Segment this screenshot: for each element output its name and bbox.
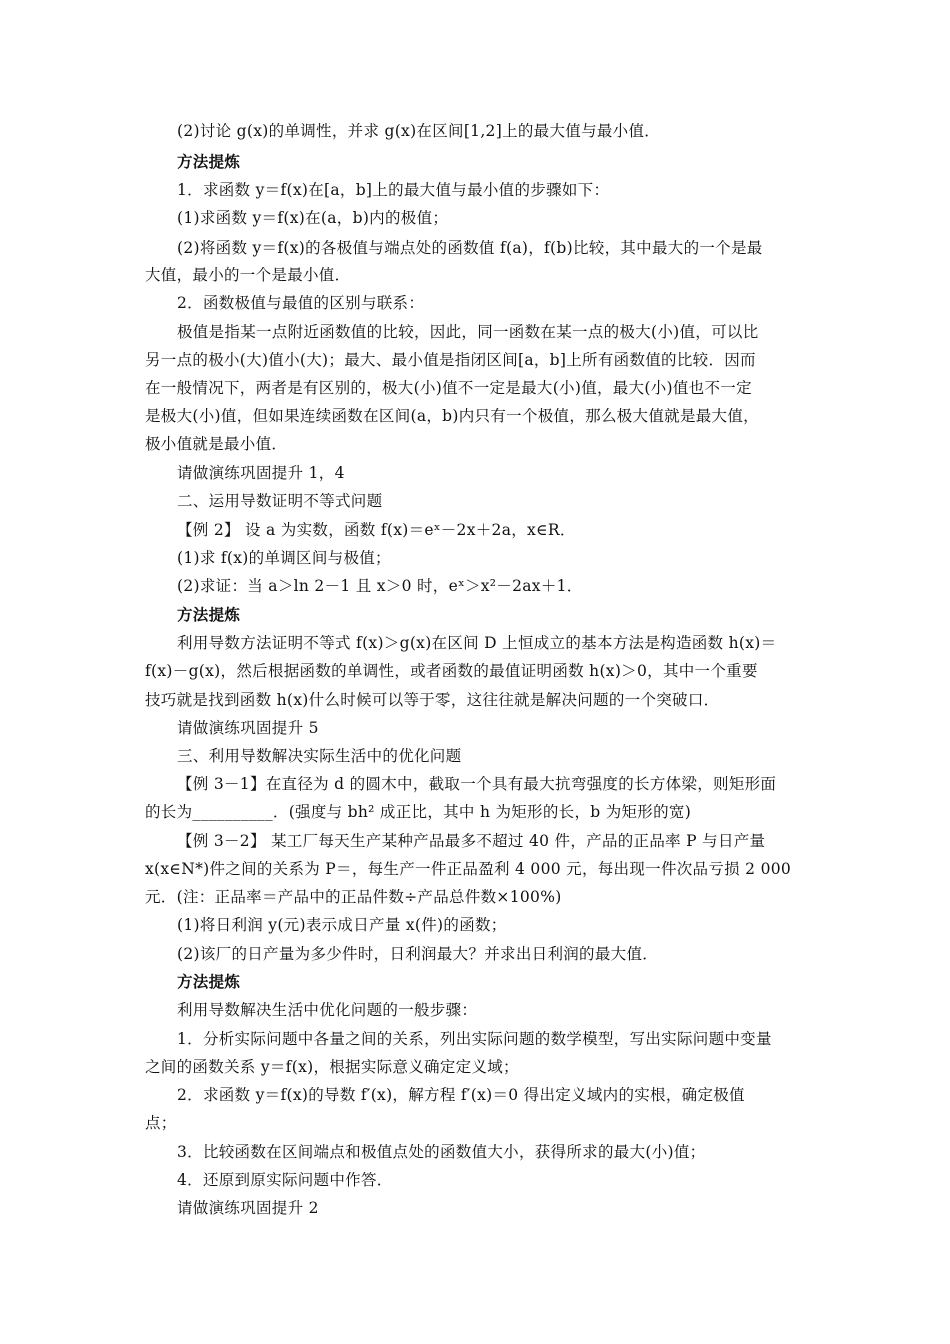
section-heading: 方法提炼 [177, 973, 241, 991]
text-line: 三、利用导数解决实际生活中的优化问题 [177, 747, 462, 765]
text-line: 之间的函数关系 y＝f(x)，根据实际意义确定定义域； [145, 1058, 519, 1076]
text-line: 请做演练巩固提升 5 [177, 719, 319, 737]
text-line: 请做演练巩固提升 2 [177, 1199, 319, 1217]
text-line: 极值是指某一点附近函数值的比较，因此，同一函数在某一点的极大(小)值，可以比 [177, 323, 759, 341]
text-line: 1．求函数 y＝f(x)在[a，b]上的最大值与最小值的步骤如下： [177, 181, 610, 199]
text-line: 二、运用导数证明不等式问题 [177, 492, 383, 510]
text-line: 2．求函数 y＝f(x)的导数 f′(x)，解方程 f′(x)＝0 得出定义域内的实根，确定极值 [177, 1086, 745, 1104]
text-line: 点； [145, 1114, 177, 1132]
text-line: 请做演练巩固提升 1，4 [177, 464, 345, 482]
text-line: 另一点的极小(大)值小(大)；最大、最小值是指闭区间[a，b]上所有函数值的比较．因而 [145, 351, 756, 369]
text-line: 【例 3－1】在直径为 d 的圆木中，截取一个具有最大抗弯强度的长方体梁，则矩形面 [177, 775, 777, 793]
text-line: 在一般情况下，两者是有区别的，极大(小)值不一定是最大(小)值，最大(小)值也不一定 [145, 379, 752, 397]
text-line: f(x)－g(x)，然后根据函数的单调性，或者函数的最值证明函数 h(x)＞0，其中一个重要 [145, 662, 758, 680]
text-line: 【例 2】 设 a 为实数，函数 f(x)＝eˣ－2x＋2a，x∈R． [177, 521, 576, 539]
section-heading: 方法提炼 [177, 606, 241, 624]
text-line: (2)将函数 y＝f(x)的各极值与端点处的函数值 f(a)，f(b)比较，其中最大的一个是最 [177, 239, 763, 257]
text-line: 元．(注：正品率＝产品中的正品件数÷产品总件数×100%) [145, 888, 562, 906]
text-line: 利用导数解决生活中优化问题的一般步骤： [177, 1001, 478, 1019]
text-line: 的长为__________．(强度与 bh² 成正比，其中 h 为矩形的长，b 为矩形的宽) [145, 803, 692, 821]
text-line: 【例 3－2】 某工厂每天生产某种产品最多不超过 40 件，产品的正品率 P 与日产量 [177, 832, 766, 850]
text-line: (1)求 f(x)的单调区间与极值； [177, 549, 391, 567]
text-line: 2．函数极值与最值的区别与联系： [177, 294, 425, 312]
text-line: (2)讨论 g(x)的单调性，并求 g(x)在区间[1,2]上的最大值与最小值． [177, 122, 661, 140]
text-line: 1．分析实际问题中各量之间的关系，列出实际问题的数学模型，写出实际问题中变量 [177, 1030, 772, 1048]
section-heading: 方法提炼 [177, 153, 241, 171]
text-line: (1)将日利润 y(元)表示成日产量 x(件)的函数； [177, 916, 507, 934]
text-line: 是极大(小)值，但如果连续函数在区间(a，b)内只有一个极值，那么极大值就是最大值， [145, 407, 759, 425]
text-line: x(x∈N*)件之间的关系为 P＝，每生产一件正品盈利 4 000 元，每出现一件次品亏损 2 000 [145, 860, 792, 878]
text-line: (2)求证：当 a＞ln 2－1 且 x＞0 时，eˣ＞x²－2ax＋1． [177, 577, 583, 595]
text-line: 极小值就是最小值． [145, 435, 288, 453]
text-line: 4．还原到原实际问题中作答． [177, 1171, 393, 1189]
text-line: (2)该厂的日产量为多少件时，日利润最大？并求出日利润的最大值． [177, 945, 659, 963]
text-line: 利用导数方法证明不等式 f(x)＞g(x)在区间 D 上恒成立的基本方法是构造函数 h(x)＝ [177, 634, 777, 652]
text-line: 技巧就是找到函数 h(x)什么时候可以等于零，这往往就是解决问题的一个突破口． [145, 691, 720, 709]
text-line: 大值，最小的一个是最小值． [145, 266, 351, 284]
text-line: 3．比较函数在区间端点和极值点处的函数值大小，获得所求的最大(小)值； [177, 1143, 706, 1161]
text-line: (1)求函数 y＝f(x)在(a，b)内的极值； [177, 209, 449, 227]
